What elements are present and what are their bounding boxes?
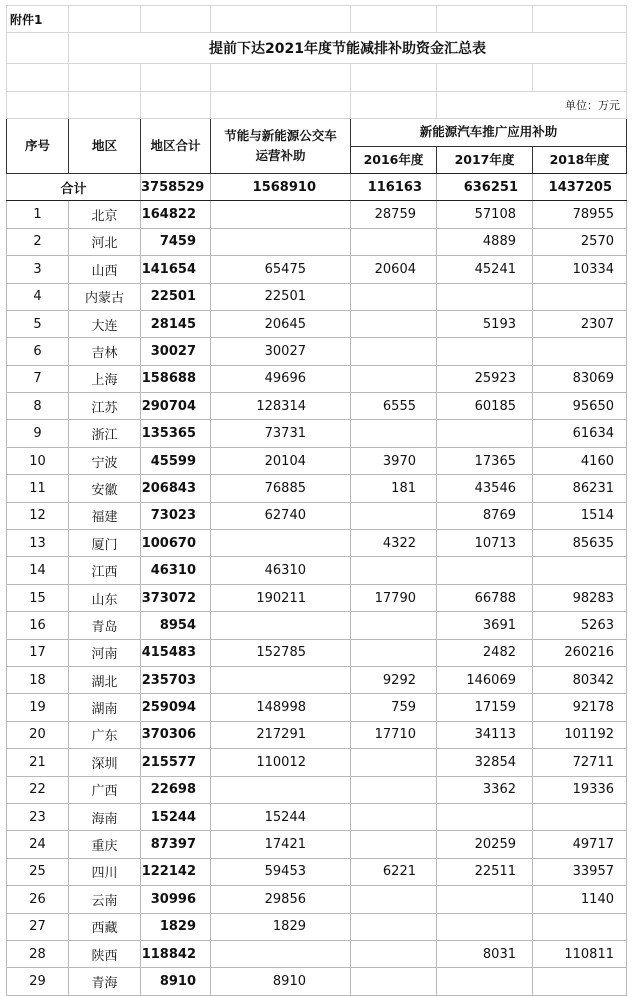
row-seq: 5 [7, 310, 69, 337]
row-seq: 11 [7, 475, 69, 502]
row-2016: 6555 [351, 393, 437, 420]
table-title: 提前下达2021年度节能减排补助资金汇总表 [69, 33, 627, 64]
row-bus: 17421 [211, 831, 351, 858]
row-2018: 110811 [533, 940, 627, 967]
row-seq: 8 [7, 393, 69, 420]
row-bus [211, 530, 351, 557]
row-region: 上海 [69, 365, 141, 392]
row-2017: 32854 [437, 749, 533, 776]
row-region-total: 100670 [141, 530, 211, 557]
row-2018 [533, 338, 627, 365]
table-row [7, 283, 627, 310]
row-bus: 30027 [211, 338, 351, 365]
row-2018: 2307 [533, 310, 627, 337]
table-row [7, 612, 627, 639]
row-2018: 92178 [533, 694, 627, 721]
row-2016 [351, 502, 437, 529]
row-bus: 76885 [211, 475, 351, 502]
row-region: 江苏 [69, 393, 141, 420]
row-2017: 25923 [437, 365, 533, 392]
row-2018: 1514 [533, 502, 627, 529]
row-2018: 98283 [533, 584, 627, 611]
row-2017: 43546 [437, 475, 533, 502]
row-bus [211, 228, 351, 255]
row-region: 青海 [69, 968, 141, 995]
row-2016 [351, 338, 437, 365]
row-bus: 1829 [211, 913, 351, 940]
row-2018: 10334 [533, 256, 627, 283]
row-seq: 1 [7, 201, 69, 228]
header-nev-group: 新能源汽车推广应用补助 [351, 119, 627, 146]
row-seq: 21 [7, 749, 69, 776]
total-bus: 1568910 [211, 173, 351, 200]
row-bus: 65475 [211, 256, 351, 283]
row-2016 [351, 913, 437, 940]
row-2018 [533, 803, 627, 830]
row-2016 [351, 749, 437, 776]
row-region: 山西 [69, 256, 141, 283]
row-region-total: 235703 [141, 666, 211, 693]
table-row [7, 913, 627, 940]
row-2017: 8769 [437, 502, 533, 529]
row-2016 [351, 831, 437, 858]
table-row [7, 393, 627, 420]
total-region-total: 3758529 [141, 173, 211, 200]
row-bus: 128314 [211, 393, 351, 420]
row-seq: 25 [7, 858, 69, 885]
row-2017: 146069 [437, 666, 533, 693]
row-2018: 5263 [533, 612, 627, 639]
row-2016: 4322 [351, 530, 437, 557]
row-2018: 72711 [533, 749, 627, 776]
row-seq: 19 [7, 694, 69, 721]
table-row [7, 858, 627, 885]
row-seq: 29 [7, 968, 69, 995]
row-seq: 18 [7, 666, 69, 693]
row-seq: 4 [7, 283, 69, 310]
row-region: 大连 [69, 310, 141, 337]
row-region-total: 28145 [141, 310, 211, 337]
row-2017 [437, 420, 533, 447]
row-region-total: 215577 [141, 749, 211, 776]
table-row [7, 584, 627, 611]
row-region-total: 1829 [141, 913, 211, 940]
row-seq: 17 [7, 639, 69, 666]
row-region-total: 30027 [141, 338, 211, 365]
row-2016: 17710 [351, 721, 437, 748]
row-bus: 217291 [211, 721, 351, 748]
row-seq: 26 [7, 886, 69, 913]
row-2016: 28759 [351, 201, 437, 228]
table-row [7, 338, 627, 365]
row-2018 [533, 968, 627, 995]
row-2018: 33957 [533, 858, 627, 885]
row-bus: 152785 [211, 639, 351, 666]
row-region-total: 164822 [141, 201, 211, 228]
row-seq: 7 [7, 365, 69, 392]
header-bus-subsidy [211, 119, 351, 174]
row-region-total: 415483 [141, 639, 211, 666]
row-region: 河北 [69, 228, 141, 255]
row-seq: 28 [7, 940, 69, 967]
header-row-1 [7, 119, 627, 146]
table-row [7, 721, 627, 748]
row-region-total: 135365 [141, 420, 211, 447]
row-region: 江西 [69, 557, 141, 584]
row-2017: 60185 [437, 393, 533, 420]
row-2016: 3970 [351, 447, 437, 474]
row-region-total: 370306 [141, 721, 211, 748]
row-bus: 29856 [211, 886, 351, 913]
row-region-total: 22698 [141, 776, 211, 803]
row-2016: 759 [351, 694, 437, 721]
row-2016: 6221 [351, 858, 437, 885]
row-2017 [437, 886, 533, 913]
row-2018: 86231 [533, 475, 627, 502]
header-region-total: 地区合计 [141, 119, 211, 174]
row-2016 [351, 639, 437, 666]
row-2016 [351, 886, 437, 913]
unit-label: 单位：万元 [437, 91, 627, 118]
row-region: 河南 [69, 639, 141, 666]
row-2017: 45241 [437, 256, 533, 283]
row-bus: 46310 [211, 557, 351, 584]
row-seq: 13 [7, 530, 69, 557]
row-2017: 17159 [437, 694, 533, 721]
row-seq: 20 [7, 721, 69, 748]
row-seq: 6 [7, 338, 69, 365]
row-2018: 19336 [533, 776, 627, 803]
row-region: 陕西 [69, 940, 141, 967]
table-row [7, 749, 627, 776]
row-2016 [351, 365, 437, 392]
table-row [7, 831, 627, 858]
row-2017: 3362 [437, 776, 533, 803]
row-2017: 66788 [437, 584, 533, 611]
row-region: 西藏 [69, 913, 141, 940]
row-region-total: 7459 [141, 228, 211, 255]
row-2018: 85635 [533, 530, 627, 557]
table-row [7, 639, 627, 666]
attachment-label: 附件1 [7, 6, 69, 33]
table-row [7, 201, 627, 228]
row-2018 [533, 283, 627, 310]
table-row [7, 968, 627, 995]
row-2017: 22511 [437, 858, 533, 885]
row-2017: 5193 [437, 310, 533, 337]
row-2016 [351, 612, 437, 639]
row-bus [211, 201, 351, 228]
row-bus: 15244 [211, 803, 351, 830]
table-row [7, 940, 627, 967]
row-region: 福建 [69, 502, 141, 529]
row-region: 北京 [69, 201, 141, 228]
row-2017 [437, 338, 533, 365]
row-bus: 20645 [211, 310, 351, 337]
row-seq: 3 [7, 256, 69, 283]
table-row [7, 557, 627, 584]
row-region: 宁波 [69, 447, 141, 474]
row-region-total: 122142 [141, 858, 211, 885]
row-region-total: 141654 [141, 256, 211, 283]
row-2016 [351, 310, 437, 337]
total-2017: 636251 [437, 173, 533, 200]
row-bus: 62740 [211, 502, 351, 529]
row-seq: 23 [7, 803, 69, 830]
header-2017: 2017年度 [437, 146, 533, 173]
row-2018 [533, 557, 627, 584]
row-region-total: 87397 [141, 831, 211, 858]
row-seq: 2 [7, 228, 69, 255]
table-row [7, 502, 627, 529]
header-bus-line2: 运营补助 [255, 148, 306, 164]
table-row [7, 310, 627, 337]
row-region-total: 73023 [141, 502, 211, 529]
row-bus: 110012 [211, 749, 351, 776]
row-2018: 78955 [533, 201, 627, 228]
table-row [7, 256, 627, 283]
row-2018: 83069 [533, 365, 627, 392]
table-row [7, 228, 627, 255]
row-region-total: 118842 [141, 940, 211, 967]
row-seq: 9 [7, 420, 69, 447]
table-row [7, 776, 627, 803]
title-row [7, 33, 627, 64]
row-region-total: 22501 [141, 283, 211, 310]
row-region: 广西 [69, 776, 141, 803]
row-2016 [351, 420, 437, 447]
row-seq: 24 [7, 831, 69, 858]
row-seq: 16 [7, 612, 69, 639]
row-2018: 4160 [533, 447, 627, 474]
row-2017: 10713 [437, 530, 533, 557]
row-region: 海南 [69, 803, 141, 830]
row-region: 湖南 [69, 694, 141, 721]
row-region: 厦门 [69, 530, 141, 557]
row-2016 [351, 283, 437, 310]
row-region-total: 259094 [141, 694, 211, 721]
row-region: 广东 [69, 721, 141, 748]
row-2018: 61634 [533, 420, 627, 447]
row-bus [211, 940, 351, 967]
row-bus: 190211 [211, 584, 351, 611]
spacer-row [7, 64, 627, 91]
unit-row [7, 91, 627, 118]
header-seq: 序号 [7, 119, 69, 174]
row-2017: 2482 [437, 639, 533, 666]
total-row [7, 173, 627, 200]
row-2018: 101192 [533, 721, 627, 748]
row-2017: 20259 [437, 831, 533, 858]
row-2017 [437, 913, 533, 940]
row-2017: 8031 [437, 940, 533, 967]
row-2018: 1140 [533, 886, 627, 913]
row-bus: 22501 [211, 283, 351, 310]
row-2018: 2570 [533, 228, 627, 255]
subsidy-summary-table [6, 5, 627, 996]
row-region: 深圳 [69, 749, 141, 776]
row-2017: 34113 [437, 721, 533, 748]
row-bus: 148998 [211, 694, 351, 721]
row-region: 重庆 [69, 831, 141, 858]
row-2016: 9292 [351, 666, 437, 693]
row-region-total: 158688 [141, 365, 211, 392]
row-2017 [437, 283, 533, 310]
table-row [7, 666, 627, 693]
row-seq: 27 [7, 913, 69, 940]
row-region: 湖北 [69, 666, 141, 693]
row-region-total: 30996 [141, 886, 211, 913]
header-2016: 2016年度 [351, 146, 437, 173]
header-region: 地区 [69, 119, 141, 174]
row-region: 山东 [69, 584, 141, 611]
row-2018 [533, 913, 627, 940]
row-seq: 22 [7, 776, 69, 803]
table-row [7, 447, 627, 474]
row-2016 [351, 968, 437, 995]
header-bus-line1: 节能与新能源公交车 [224, 128, 337, 144]
row-2018: 49717 [533, 831, 627, 858]
row-2017 [437, 803, 533, 830]
row-seq: 10 [7, 447, 69, 474]
row-bus: 49696 [211, 365, 351, 392]
row-2017: 17365 [437, 447, 533, 474]
row-bus: 20104 [211, 447, 351, 474]
row-2016 [351, 557, 437, 584]
row-region: 青岛 [69, 612, 141, 639]
row-2018: 95650 [533, 393, 627, 420]
row-bus [211, 612, 351, 639]
spreadsheet-sheet [6, 5, 626, 996]
row-2017 [437, 557, 533, 584]
row-region-total: 8910 [141, 968, 211, 995]
table-row [7, 886, 627, 913]
row-region-total: 15244 [141, 803, 211, 830]
row-bus: 73731 [211, 420, 351, 447]
row-bus: 8910 [211, 968, 351, 995]
table-row [7, 694, 627, 721]
row-region-total: 373072 [141, 584, 211, 611]
table-row [7, 530, 627, 557]
row-2016 [351, 940, 437, 967]
row-region-total: 8954 [141, 612, 211, 639]
row-2016: 20604 [351, 256, 437, 283]
row-region-total: 206843 [141, 475, 211, 502]
row-region: 云南 [69, 886, 141, 913]
row-2017 [437, 968, 533, 995]
row-region-total: 46310 [141, 557, 211, 584]
row-bus [211, 776, 351, 803]
row-bus [211, 666, 351, 693]
row-2016 [351, 228, 437, 255]
row-2017: 3691 [437, 612, 533, 639]
row-2016 [351, 776, 437, 803]
table-row [7, 803, 627, 830]
row-region-total: 45599 [141, 447, 211, 474]
row-region-total: 290704 [141, 393, 211, 420]
table-row [7, 420, 627, 447]
row-2017: 4889 [437, 228, 533, 255]
row-2018: 80342 [533, 666, 627, 693]
total-2018: 1437205 [533, 173, 627, 200]
row-region: 吉林 [69, 338, 141, 365]
row-region: 浙江 [69, 420, 141, 447]
table-row [7, 365, 627, 392]
row-bus: 59453 [211, 858, 351, 885]
total-2016: 116163 [351, 173, 437, 200]
total-label: 合计 [7, 173, 141, 200]
row-seq: 14 [7, 557, 69, 584]
row-2016: 181 [351, 475, 437, 502]
row-2018: 260216 [533, 639, 627, 666]
row-2017: 57108 [437, 201, 533, 228]
attachment-row [7, 6, 627, 33]
header-2018: 2018年度 [533, 146, 627, 173]
row-region: 四川 [69, 858, 141, 885]
row-seq: 15 [7, 584, 69, 611]
row-region: 安徽 [69, 475, 141, 502]
row-seq: 12 [7, 502, 69, 529]
row-2016 [351, 803, 437, 830]
row-region: 内蒙古 [69, 283, 141, 310]
row-2016: 17790 [351, 584, 437, 611]
table-row [7, 475, 627, 502]
